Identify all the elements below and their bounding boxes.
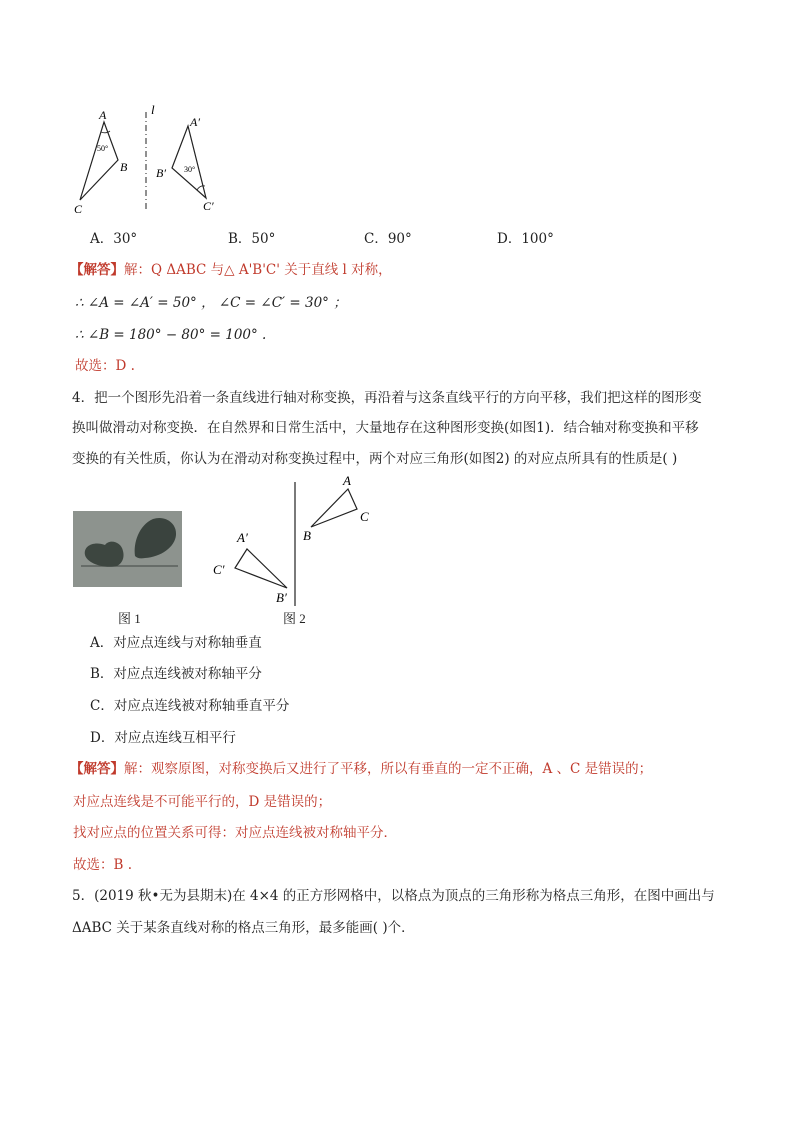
- label-a-prime: A′: [190, 115, 200, 129]
- q3-solution-intro: 解：Q ΔABC 与△ A'B'C' 关于直线 l 对称，: [124, 262, 392, 278]
- q3-angle-a-label: 50°: [97, 144, 109, 153]
- q3-solution-line2: ∴ ∠A = ∠A′ = 50° ， ∠C = ∠C′ = 30° ；: [75, 295, 347, 311]
- q4-option-a: A．对应点连线与对称轴垂直: [90, 635, 262, 651]
- figure-1-caption: 图 1: [118, 611, 141, 626]
- fig2-label-c-prime: C′: [213, 562, 225, 577]
- fig2-label-c: C: [360, 509, 369, 524]
- label-a: A: [99, 108, 107, 122]
- q3-figure: [66, 98, 236, 218]
- fig2-label-b: B: [303, 528, 311, 543]
- q3-solution-line1: [70, 261, 392, 279]
- fig2-label-a-prime: A′: [237, 530, 248, 545]
- q5-text-line2: ΔABC 关于某条直线对称的格点三角形，最多能画( )个．: [72, 920, 415, 936]
- q3-option-b: B．50°: [228, 231, 276, 247]
- label-c: C: [74, 202, 83, 216]
- q4-text-line3: 变换的有关性质，你认为在滑动对称变换过程中，两个对应三角形(如图2) 的对应点所具有的性质是( ): [72, 451, 678, 467]
- q3-option-c: C．90°: [364, 231, 412, 247]
- angle-a-arc: [101, 131, 110, 133]
- q5-text-line1: 5．(2019 秋•无为县期末)在 4×4 的正方形网格中，以格点为顶点的三角形称为格点三角形，在图中画出与: [72, 888, 715, 904]
- q4-solution-tag: 【解答】: [70, 761, 124, 777]
- label-b: B: [120, 160, 128, 174]
- q3-option-d: D．100°: [497, 231, 554, 247]
- q3-angle-c-label: 30°: [184, 165, 196, 174]
- q3-option-a: A．30°: [90, 231, 138, 247]
- q4-solution-line1: [70, 760, 652, 778]
- line-l-label: l: [151, 102, 155, 117]
- triangle-abc-fig2: [311, 489, 357, 527]
- q4-option-d: D．对应点连线互相平行: [90, 730, 236, 746]
- triangle-abc: [80, 122, 118, 200]
- fig2-label-b-prime: B′: [276, 590, 287, 605]
- triangle-abc-prime: [172, 126, 206, 198]
- figure-1-leaf-photo: [73, 511, 182, 587]
- figure-2: [205, 474, 385, 609]
- q4-text-line1: 4．把一个图形先沿着一条直线进行轴对称变换，再沿着与这条直线平行的方向平移，我们把这样的图形变: [72, 390, 702, 406]
- q4-solution-line2: 对应点连线是不可能平行的，D 是错误的；: [73, 794, 332, 810]
- label-c-prime: C′: [203, 199, 214, 213]
- q3-answer: 故选：D .: [75, 358, 135, 374]
- triangle-abc-prime-fig2: [235, 549, 287, 588]
- q4-solution-text: 解：观察原图，对称变换后又进行了平移，所以有垂直的一定不正确，A 、C 是错误的；: [124, 761, 653, 777]
- q4-option-b: B．对应点连线被对称轴平分: [90, 666, 262, 682]
- q3-solution-line3: ∴ ∠B = 180° − 80° = 100° .: [75, 327, 267, 343]
- fig2-label-a: A: [343, 474, 351, 488]
- q4-answer: 故选：B .: [73, 857, 133, 873]
- figure-2-caption: 图 2: [283, 611, 306, 626]
- q4-solution-line3: 找对应点的位置关系可得：对应点连线被对称轴平分．: [73, 825, 397, 841]
- q3-solution-tag: 【解答】: [70, 262, 124, 278]
- label-b-prime: B′: [156, 166, 166, 180]
- q4-option-c: C．对应点连线被对称轴垂直平分: [90, 698, 290, 714]
- q4-text-line2: 换叫做滑动对称变换．在自然界和日常生活中，大量地存在这种图形变换(如图1)．结合轴对称变换和平移: [72, 420, 699, 436]
